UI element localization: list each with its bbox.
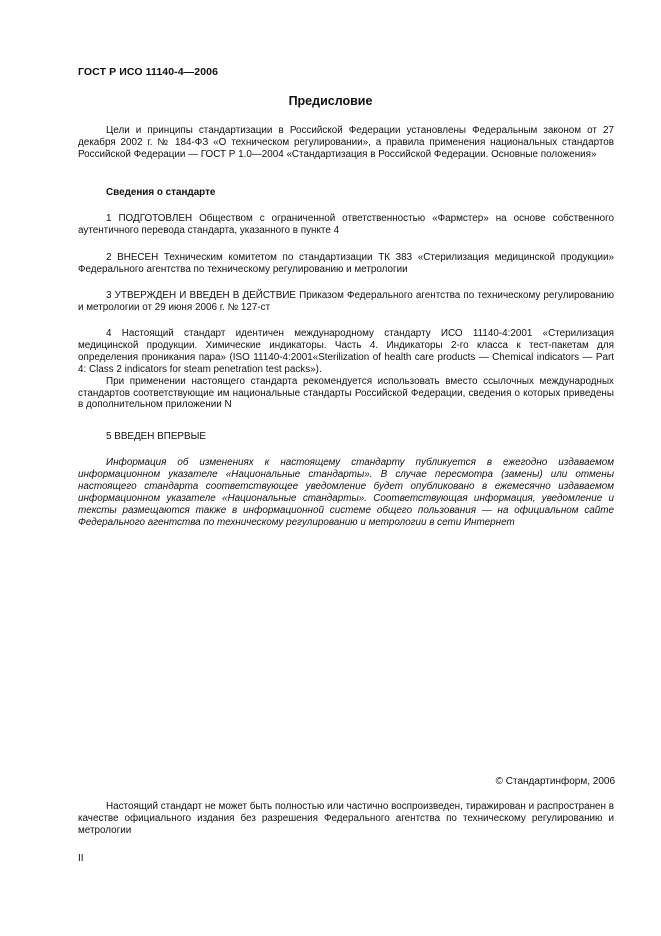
footer-notice-block: [78, 801, 614, 837]
footer-notice-paragraph: Настоящий стандарт не может быть полностью или частично воспроизведен, тиражирован и распространен в качестве официального издания без разрешения Федерального агентства по техническому регулированию и метрологии: [78, 801, 614, 836]
item-2-paragraph: 2 ВНЕСЕН Техническим комитетом по стандартизации ТК 383 «Стерилизация медицинской продукции» Федерального агентства по техническому регулированию и метрологии: [78, 252, 614, 275]
copyright-line: © Стандартинформ, 2006: [495, 776, 615, 787]
changes-info-paragraph: Информация об изменениях к настоящему стандарту публикуется в ежегодно издаваемом информационном указателе «Национальные стандарты». В случае пересмотра (замены) или отмены настоящего стандарта соответствующее уведомление будет опубликовано в ежемесячно издаваемом информационном указателе «Национальные стандарты». Соответствующая информация, уведомление и тексты размещаются также в информационной системе общего пользования — на официальном сайте Федерального агентства по техническому регулированию и метрологии в сети Интернет: [78, 457, 614, 528]
intro-block: [78, 125, 614, 161]
item-5-block: [78, 431, 614, 443]
item-3-block: [78, 290, 614, 314]
item-2-block: [78, 252, 614, 276]
item-4-block: [78, 328, 614, 411]
intro-paragraph: Цели и принципы стандартизации в Российской Федерации установлены Федеральным законом от 27 декабря 2002 г. № 184-ФЗ «О техническом регулировании», а правила применения национальных стандартов Российской Федерации — ГОСТ Р 1.0—2004 «Стандартизация в Российской Федерации. Основные положения»: [78, 125, 614, 160]
page-title: Предисловие: [288, 94, 373, 108]
item-4-paragraph: 4 Настоящий стандарт идентичен международному стандарту ИСО 11140-4:2001 «Стерилизация медицинской продукции. Химические индикаторы. Часть 4. Индикаторы 2-го класса к тест-пакетам для определения проникания пара» (ISO 11140-4:2001«Sterilization of health care products — Chemical indicators — Part 4: Class 2 indicators for steam penetration test packs»).: [78, 328, 614, 375]
item-5-paragraph: 5 ВВЕДЕН ВПЕРВЫЕ: [106, 431, 206, 442]
item-4-note-paragraph: При применении настоящего стандарта рекомендуется использовать вместо ссылочных международных стандартов соответствующие им национальные стандарты Российской Федерации, сведения о которых приведены в дополнительном приложении N: [78, 375, 614, 411]
page-number: II: [78, 853, 84, 864]
item-1-block: [78, 213, 614, 237]
item-1-paragraph: 1 ПОДГОТОВЛЕН Обществом с ограниченной ответственностью «Фармстер» на основе собственного аутентичного перевода стандарта, указанного в пункте 4: [78, 213, 614, 236]
standard-info-heading-block: [78, 187, 614, 199]
document-code-header: ГОСТ Р ИСО 11140-4—2006: [78, 66, 219, 78]
standard-info-heading: Сведения о стандарте: [106, 187, 216, 198]
item-3-paragraph: 3 УТВЕРЖДЕН И ВВЕДЕН В ДЕЙСТВИЕ Приказом Федерального агентства по техническому регулированию и метрологии от 29 июня 2006 г. № 127-ст: [78, 290, 614, 313]
changes-info-block: [78, 457, 614, 528]
